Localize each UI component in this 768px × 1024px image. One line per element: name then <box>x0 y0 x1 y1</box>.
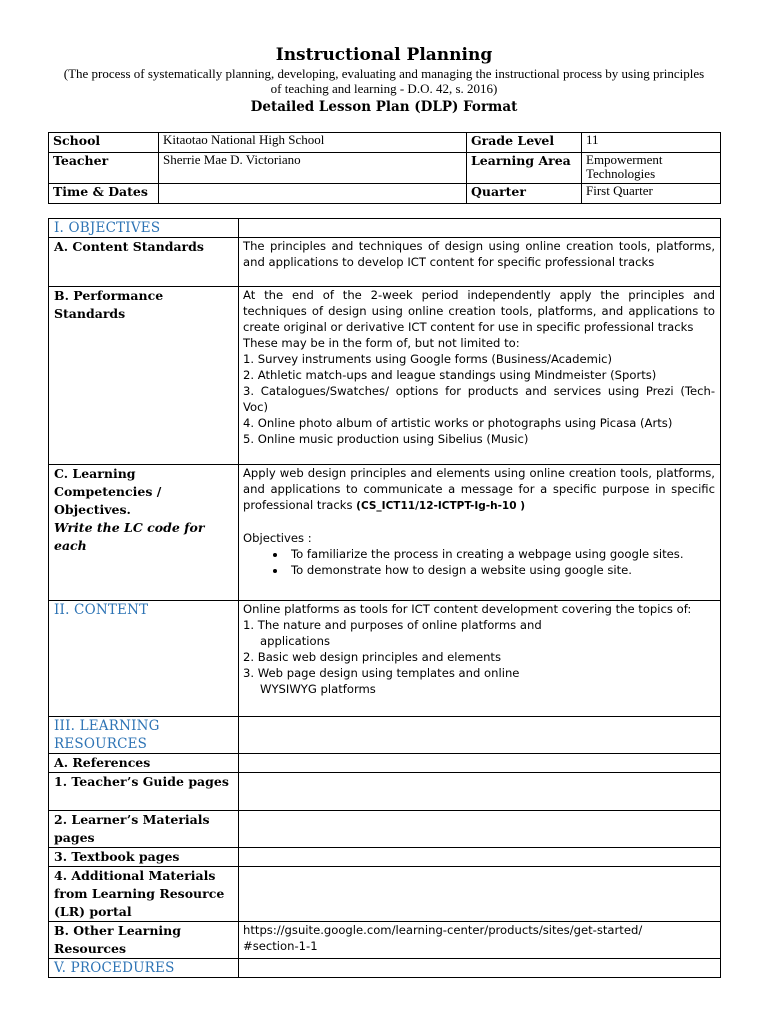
quarter-label: Quarter <box>467 184 582 204</box>
textbook-pages-label: 3. Textbook pages <box>49 848 239 867</box>
content-heading: II. CONTENT <box>49 601 239 717</box>
page-title: Instructional Planning <box>275 45 493 65</box>
content-standards-text: The principles and techniques of design using online creation tools, platforms, and applications to develop ICT content for specific professional tracks <box>239 238 721 287</box>
content-item: 1. The nature and purposes of online platforms and <box>243 618 542 632</box>
content-intro: Online platforms as tools for ICT content development covering the topics of: <box>243 602 692 616</box>
procedures-heading: V. PROCEDURES <box>49 959 239 978</box>
content-item-continued: applications <box>260 634 330 648</box>
resource-url-continued: #section-1-1 <box>243 939 318 953</box>
competencies-text: Apply web design principles and elements using online creation tools, platforms, and applications to communicate a message for a specific purpose in specific professional tracks <box>243 466 715 512</box>
objectives-heading: I. OBJECTIVES <box>49 219 239 238</box>
grade-level-value: 11 <box>582 133 721 153</box>
school-value: Kitaotao National High School <box>159 133 467 153</box>
performance-item: 3. Catalogues/Swatches/ options for products and services using Prezi (Tech- Voc) <box>243 384 715 414</box>
resource-url: https://gsuite.google.com/learning-center/products/sites/get-started/ <box>243 923 643 937</box>
references-label: A. References <box>49 754 239 773</box>
info-table <box>48 132 721 204</box>
content-item: 2. Basic web design principles and elements <box>243 650 502 664</box>
content-cell <box>239 601 721 717</box>
teacher-label: Teacher <box>49 153 159 184</box>
lc-code: (CS_ICT11/12-ICTPT-Ig-h-10 ) <box>356 500 526 512</box>
performance-item: 2. Athletic match-ups and league standings using Mindmeister (Sports) <box>243 368 657 382</box>
performance-item: 5. Online music production using Sibelius (Music) <box>243 432 529 446</box>
performance-item: 1. Survey instruments using Google forms (Business/Academic) <box>243 352 613 366</box>
performance-standards-cell <box>239 287 721 465</box>
performance-standards-label: B. Performance Standards <box>49 287 239 465</box>
school-label: School <box>49 133 159 153</box>
learning-resources-heading: III. LEARNING RESOURCES <box>49 717 239 754</box>
teachers-guide-label: 1. Teacher’s Guide pages <box>49 773 239 811</box>
teacher-value: Sherrie Mae D. Victoriano <box>159 153 467 184</box>
other-resources-cell <box>239 922 721 959</box>
content-item: 3. Web page design using templates and online <box>243 666 520 680</box>
content-item-continued: WYSIWYG platforms <box>260 682 376 696</box>
learning-competencies-label: C. Learning Competencies / Objectives. <box>54 466 162 517</box>
time-dates-value <box>159 184 467 204</box>
objective-bullet: • To demonstrate how to design a website using google site. <box>287 562 715 578</box>
grade-level-label: Grade Level <box>467 133 582 153</box>
objective-bullet: • To familiarize the process in creating a webpage using google sites. <box>287 546 715 562</box>
format-title: Detailed Lesson Plan (DLP) Format <box>250 99 518 115</box>
quarter-value: First Quarter <box>582 184 721 204</box>
learning-competencies-cell <box>49 465 239 601</box>
learning-competencies-content <box>239 465 721 601</box>
additional-materials-label: 4. Additional Materials from Learning Resource (LR) portal <box>49 867 239 922</box>
learning-area-label: Learning Area <box>467 153 582 184</box>
performance-item: 4. Online photo album of artistic works or photographs using Picasa (Arts) <box>243 416 673 430</box>
other-resources-label: B. Other Learning Resources <box>49 922 239 959</box>
objectives-list <box>243 546 715 578</box>
lc-code-note: Write the LC code for each <box>54 520 205 553</box>
performance-intro: At the end of the 2-week period independently apply the principles and techniques of design using online creation tools, platforms, and applications to create original or derivative ICT content for use in specific professional tracks <box>243 288 715 334</box>
time-dates-label: Time & Dates <box>49 184 159 204</box>
objectives-label: Objectives : <box>243 531 312 545</box>
learners-materials-label: 2. Learner’s Materials pages <box>49 811 239 848</box>
page-subtitle: (The process of systematically planning, developing, evaluating and managing the instructional process by using principles of teaching and learning - D.O. 42, s. 2016) <box>63 66 705 96</box>
content-standards-label: A. Content Standards <box>49 238 239 287</box>
lesson-plan-table <box>48 218 721 978</box>
learning-area-value: Empowerment Technologies <box>582 153 721 184</box>
performance-forms: These may be in the form of, but not limited to: <box>243 336 520 350</box>
